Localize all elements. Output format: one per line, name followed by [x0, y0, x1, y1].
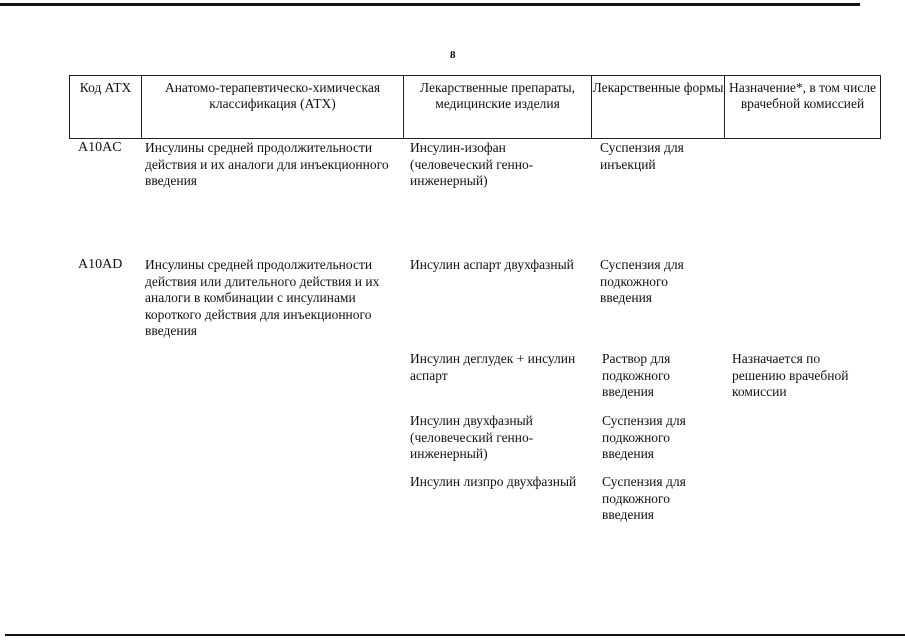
- row-2-form: Суспензия для подкожного введения: [600, 257, 684, 305]
- row-4-form: Суспензия для подкожного введения: [602, 413, 686, 461]
- row-1-drug: Инсулин-изофан (человеческий генно-инженерный): [410, 140, 534, 188]
- row-2-code: A10AD: [78, 257, 123, 272]
- row-3-form: Раствор для подкожного введения: [602, 351, 671, 399]
- top-rule: [0, 3, 860, 6]
- header-code: Код АТХ: [69, 75, 142, 139]
- header-atc: Анатомо-терапевтическо-химическая классификация (АТХ): [141, 75, 404, 139]
- row-1-atc: Инсулины средней продолжительности действия и их аналоги для инъекционного введения: [145, 140, 389, 188]
- row-5-form: Суспензия для подкожного введения: [602, 474, 686, 522]
- row-2-drug: Инсулин аспарт двухфазный: [410, 257, 574, 272]
- row-1-code: A10AC: [78, 140, 122, 155]
- header-drugs: Лекарственные препараты, медицинские изделия: [403, 75, 592, 139]
- header-forms: Лекарственные формы: [591, 75, 725, 139]
- page-number: 8: [450, 49, 456, 61]
- bottom-rule: [5, 634, 905, 636]
- row-3-purpose: Назначается по решению врачебной комиссии: [732, 351, 849, 399]
- row-3-drug: Инсулин деглудек + инсулин аспарт: [410, 351, 576, 383]
- row-4-drug: Инсулин двухфазный (человеческий генно-инженерный): [410, 413, 534, 461]
- header-purpose: Назначение*, в том числе врачебной комиссией: [724, 75, 881, 139]
- row-2-atc: Инсулины средней продолжительности действия или длительного действия и их аналоги в комбинации с инсулинами короткого действия для инъекционного введения: [145, 257, 380, 338]
- row-5-drug: Инсулин лизпро двухфазный: [410, 474, 577, 489]
- row-1-form: Суспензия для инъекций: [600, 140, 684, 172]
